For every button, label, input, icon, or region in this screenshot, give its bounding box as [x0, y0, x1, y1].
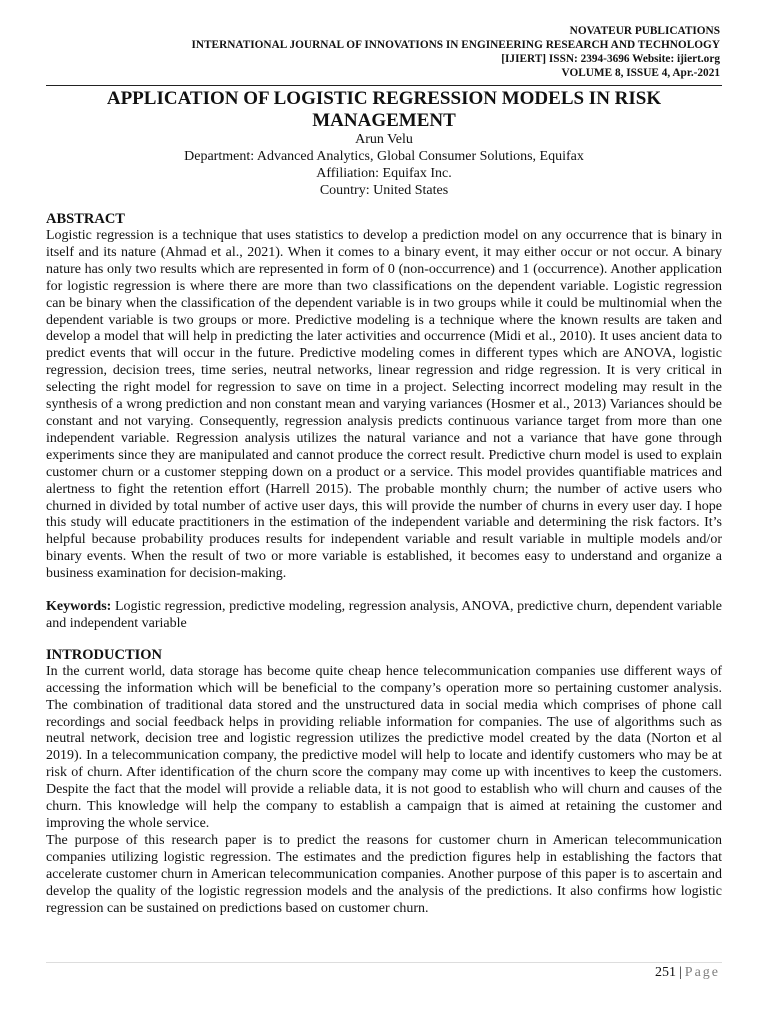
author-country: Country: United States [319, 183, 449, 198]
page-label: Page [684, 965, 720, 980]
publisher-name: NOVATEUR PUBLICATIONS [569, 25, 720, 37]
paper-title: APPLICATION OF LOGISTIC REGRESSION MODELS IN RISK MANAGEMENT [106, 88, 662, 131]
page-footer [655, 965, 720, 981]
keywords-text: Logistic regression, predictive modeling, regression analysis, ANOVA, predictive churn, dependent variable and independent variable [46, 599, 723, 631]
journal-name: INTERNATIONAL JOURNAL OF INNOVATIONS IN ENGINEERING RESEARCH AND TECHNOLOGY [191, 39, 720, 51]
volume-issue: VOLUME 8, ISSUE 4, Apr.-2021 [561, 67, 720, 79]
introduction-paragraph-2: The purpose of this research paper is to predict the reasons for customer churn in American telecommunication companies utilizing logistic regression. The estimates and the prediction figures help in establishing the factors that accelerate customer churn in American telecommunication companies. Another purpose of this paper is to ascertain and develop the quality of the logistic regression models and the analysis of the predictions. It also confirms how logistic regression can be sustained on predictions based on customer churn. [46, 832, 722, 916]
keywords-paragraph [46, 599, 722, 633]
abstract-text: Logistic regression is a technique that uses statistics to develop a prediction model on any occurrence that is binary in itself and its nature (Ahmad et al., 2021). When it comes to a binary event, it may either occur or not occur. A binary nature has only two results which are represented in form of 0 (non-occurrence) and 1 (occurrence). Another application for logistic regression is where there are more than two classifications on the dependent variable. Logistic regression can be binary when the classification of the dependent variable is in two groups while it could be multinomial when the dependent variable is two groups or more. Predictive modeling is a technique where the known results are taken and develop a model that will help in predicting the later activities and occurrence (Midi et al., 2010). It uses ancient data to predict events that will occur in the future. Predictive modeling comes in different types which are ANOVA, logistic regression, decision trees, time series, neutral networks, linear regression and ridge regression. It is very critical in selecting the right model for regression to save on time in a project. Selecting incorrect modeling may result in the synthesis of a wrong prediction and non constant mean and varying variances (Hosmer et al., 2013) Variances should be constant and not varying. Consequently, regression analysis predicts continuous variance target from more than one independent variable. Regression analysis utilizes the natural variance and not a variance that have gone through experiments since they are manipulated and cannot produce the correct result. Predictive churn model is used to explain customer churn or a customer stepping down on a product or a service. This model provides quantifiable matrices and alertness to fight the retention effort (Harrell 2015). The probable monthly churn; the number of active users who churned in divided by total number of active user days, this will provide the number of churns in every user day. I hope this study will educate practitioners in the estimation of the independent variable and determining the risk factors. It’s helpful because probability produces results for independent variable and result variable in multiple models and/or binary events. When the result of two or more variable is established, it becomes easy to understand and organize a business examination for decision-making. [46, 228, 722, 582]
author-name: Arun Velu [355, 132, 413, 147]
introduction-heading: INTRODUCTION [46, 646, 163, 663]
page-separator: | [678, 965, 682, 980]
author-affiliation: Affiliation: Equifax Inc. [316, 166, 452, 181]
introduction-paragraph-1: In the current world, data storage has become quite cheap hence telecommunication companies use different ways of accessing the information which will be beneficial to the company’s operation more so pertaining customer analysis. The combination of traditional data stored and the unstructured data in social media which comprises of phone call recordings and social feedback helps in providing reliable information for companies. The use of algorithms such as neutral network, decision tree and logistic regression utilizes the predictive model created by the data (Norton et al 2019). In a telecommunication company, the predictive model will help to locate and identify customers who may be at risk of churn. After identification of the churn score the company may come up with incentives to keep the customers. Despite the fact that the model will provide a reliable data, it is not good to establish who will churn and causes of the churn. This knowledge will help the company to establish a campaign that is aimed at retaining the customer and improving the whole service. [46, 663, 722, 831]
paper-body [46, 211, 722, 917]
footer-rule [46, 962, 722, 963]
issn-website: [IJIERT] ISSN: 2394-3696 Website: ijiert.org [501, 53, 720, 65]
abstract-heading: ABSTRACT [46, 211, 125, 227]
journal-header [48, 24, 720, 80]
author-department: Department: Advanced Analytics, Global Consumer Solutions, Equifax [184, 149, 584, 164]
author-block [46, 131, 722, 199]
header-rule [46, 85, 722, 86]
page-number: 251 [654, 965, 676, 980]
keywords-label: Keywords: [46, 599, 112, 615]
